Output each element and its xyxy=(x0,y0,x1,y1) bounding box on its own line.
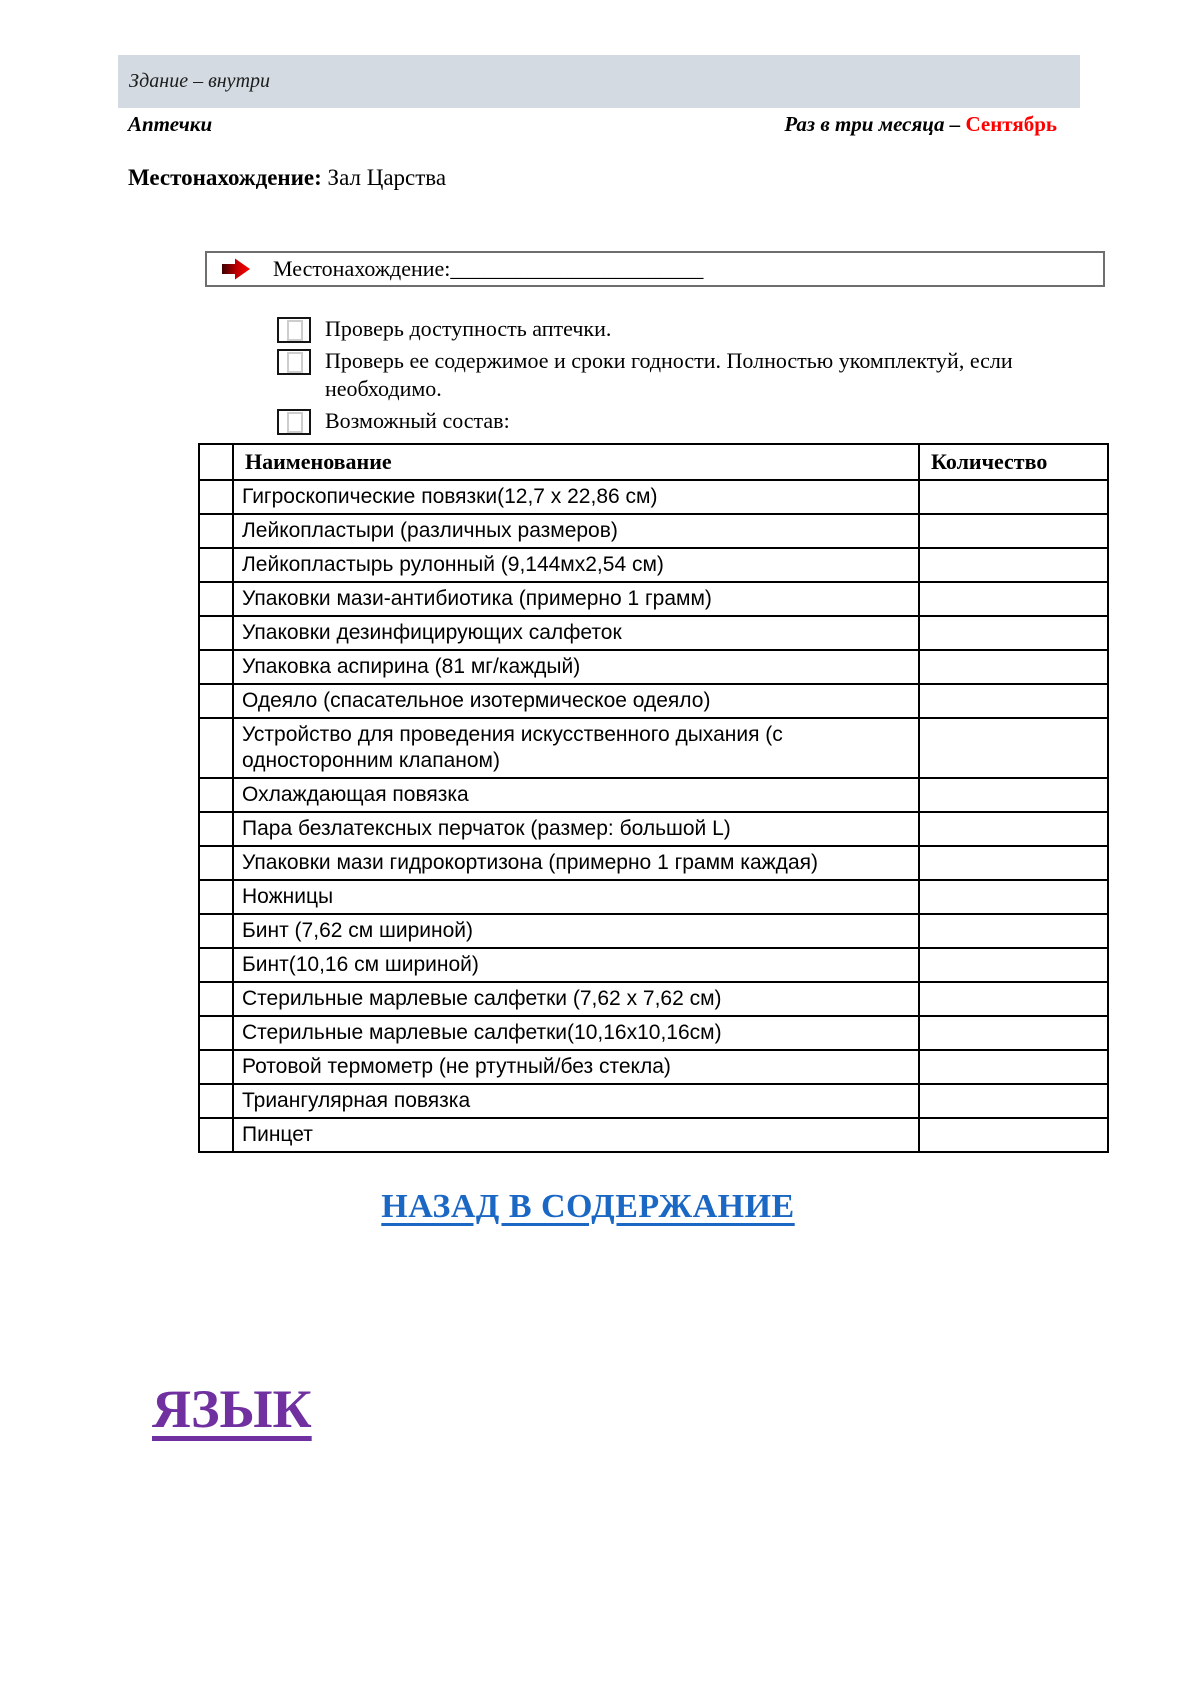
checkbox-icon[interactable] xyxy=(277,349,311,375)
quantity-cell[interactable] xyxy=(919,1050,1108,1084)
row-checkbox[interactable] xyxy=(199,718,233,778)
table-row xyxy=(199,948,1108,982)
doc-title: Аптечки xyxy=(128,112,213,136)
section-header-bar xyxy=(118,55,1080,108)
quantity-cell[interactable] xyxy=(919,514,1108,548)
checklist xyxy=(277,315,1163,439)
row-checkbox[interactable] xyxy=(199,480,233,514)
item-name-cell: Ножницы xyxy=(233,880,919,914)
quantity-cell[interactable] xyxy=(919,616,1108,650)
table-row xyxy=(199,846,1108,880)
check-item-contents xyxy=(277,347,1163,403)
schedule-text xyxy=(784,112,1057,137)
item-name-cell: Лейкопластыри (различных размеров) xyxy=(233,514,919,548)
header-checkbox-column xyxy=(199,444,233,480)
quantity-cell[interactable] xyxy=(919,548,1108,582)
table-row xyxy=(199,1118,1108,1152)
section-header-text: Здание – внутри xyxy=(129,70,271,92)
row-checkbox[interactable] xyxy=(199,548,233,582)
row-checkbox[interactable] xyxy=(199,846,233,880)
row-checkbox[interactable] xyxy=(199,1118,233,1152)
row-checkbox[interactable] xyxy=(199,914,233,948)
table-row xyxy=(199,778,1108,812)
red-arrow-right-icon xyxy=(220,257,252,281)
quantity-cell[interactable] xyxy=(919,650,1108,684)
item-name-cell: Упаковки мази-антибиотика (примерно 1 грамм) xyxy=(233,582,919,616)
row-checkbox[interactable] xyxy=(199,948,233,982)
item-name-cell: Стерильные марлевые салфетки (7,62 х 7,62 см) xyxy=(233,982,919,1016)
table-row xyxy=(199,812,1108,846)
table-row xyxy=(199,480,1108,514)
check-item-accessibility xyxy=(277,315,1163,343)
row-checkbox[interactable] xyxy=(199,1050,233,1084)
item-name-cell: Пинцет xyxy=(233,1118,919,1152)
table-row xyxy=(199,1084,1108,1118)
row-checkbox[interactable] xyxy=(199,616,233,650)
row-checkbox[interactable] xyxy=(199,778,233,812)
location-label: Местонахождение: xyxy=(128,165,322,190)
check-item-text: Проверь ее содержимое и сроки годности. Полностью укомплектуй, если необходимо. xyxy=(325,348,1013,401)
table-row xyxy=(199,914,1108,948)
row-checkbox[interactable] xyxy=(199,684,233,718)
table-row xyxy=(199,684,1108,718)
checkbox-icon[interactable] xyxy=(277,317,311,343)
item-name-cell: Упаковка аспирина (81 мг/каждый) xyxy=(233,650,919,684)
table-row xyxy=(199,718,1108,778)
quantity-cell[interactable] xyxy=(919,948,1108,982)
check-item-text: Проверь доступность аптечки. xyxy=(325,316,612,341)
schedule-prefix: Раз в три месяца – xyxy=(784,112,966,136)
header-quantity-column: Количество xyxy=(919,444,1108,480)
location-field-label: Местонахождение: xyxy=(273,256,451,281)
checkbox-icon[interactable] xyxy=(277,409,311,435)
location-value: Зал Царства xyxy=(327,165,447,190)
header-name-column: Наименование xyxy=(233,444,919,480)
item-name-cell: Одеяло (спасательное изотермическое одеяло) xyxy=(233,684,919,718)
row-checkbox[interactable] xyxy=(199,982,233,1016)
quantity-cell[interactable] xyxy=(919,982,1108,1016)
table-row xyxy=(199,616,1108,650)
location-line xyxy=(128,165,446,191)
row-checkbox[interactable] xyxy=(199,582,233,616)
table-row xyxy=(199,1016,1108,1050)
document-subheader xyxy=(118,112,1080,142)
item-name-cell: Бинт (7,62 см шириной) xyxy=(233,914,919,948)
back-to-contents-link[interactable]: НАЗАД В СОДЕРЖАНИЕ xyxy=(381,1188,795,1225)
quantity-cell[interactable] xyxy=(919,1118,1108,1152)
item-name-cell: Гигроскопические повязки(12,7 х 22,86 см) xyxy=(233,480,919,514)
quantity-cell[interactable] xyxy=(919,914,1108,948)
schedule-month: Сентябрь xyxy=(965,112,1057,136)
row-checkbox[interactable] xyxy=(199,514,233,548)
back-link-container xyxy=(118,1188,1058,1226)
supplies-table xyxy=(198,443,1109,1153)
location-entry-box xyxy=(205,251,1105,287)
table-row xyxy=(199,582,1108,616)
table-header-row xyxy=(199,444,1108,480)
table-row xyxy=(199,548,1108,582)
language-link[interactable]: ЯЗЫК xyxy=(152,1379,312,1439)
quantity-cell[interactable] xyxy=(919,812,1108,846)
quantity-cell[interactable] xyxy=(919,1084,1108,1118)
check-item-possible-contents xyxy=(277,407,1163,435)
item-name-cell: Пара безлатексных перчаток (размер: большой L) xyxy=(233,812,919,846)
item-name-cell: Ротовой термометр (не ртутный/без стекла) xyxy=(233,1050,919,1084)
item-name-cell: Стерильные марлевые салфетки(10,16х10,16см) xyxy=(233,1016,919,1050)
item-name-cell: Лейкопластырь рулонный (9,144мх2,54 см) xyxy=(233,548,919,582)
quantity-cell[interactable] xyxy=(919,718,1108,778)
quantity-cell[interactable] xyxy=(919,846,1108,880)
quantity-cell[interactable] xyxy=(919,582,1108,616)
item-name-cell: Охлаждающая повязка xyxy=(233,778,919,812)
quantity-cell[interactable] xyxy=(919,1016,1108,1050)
table-row xyxy=(199,880,1108,914)
location-blank-field[interactable]: _______________________ xyxy=(450,256,704,281)
quantity-cell[interactable] xyxy=(919,880,1108,914)
quantity-cell[interactable] xyxy=(919,480,1108,514)
table-row xyxy=(199,1050,1108,1084)
item-name-cell: Упаковки мази гидрокортизона (примерно 1 грамм каждая) xyxy=(233,846,919,880)
table-row xyxy=(199,650,1108,684)
item-name-cell: Устройство для проведения искусственного дыхания (с односторонним клапаном) xyxy=(233,718,919,778)
row-checkbox[interactable] xyxy=(199,812,233,846)
quantity-cell[interactable] xyxy=(919,684,1108,718)
row-checkbox[interactable] xyxy=(199,880,233,914)
item-name-cell: Бинт(10,16 см шириной) xyxy=(233,948,919,982)
row-checkbox[interactable] xyxy=(199,1084,233,1118)
supply-table-body xyxy=(199,480,1108,1152)
item-name-cell: Триангулярная повязка xyxy=(233,1084,919,1118)
table-row xyxy=(199,982,1108,1016)
check-item-text: Возможный состав: xyxy=(325,408,510,433)
item-name-cell: Упаковки дезинфицирующих салфеток xyxy=(233,616,919,650)
table-row xyxy=(199,514,1108,548)
row-checkbox[interactable] xyxy=(199,650,233,684)
quantity-cell[interactable] xyxy=(919,778,1108,812)
row-checkbox[interactable] xyxy=(199,1016,233,1050)
